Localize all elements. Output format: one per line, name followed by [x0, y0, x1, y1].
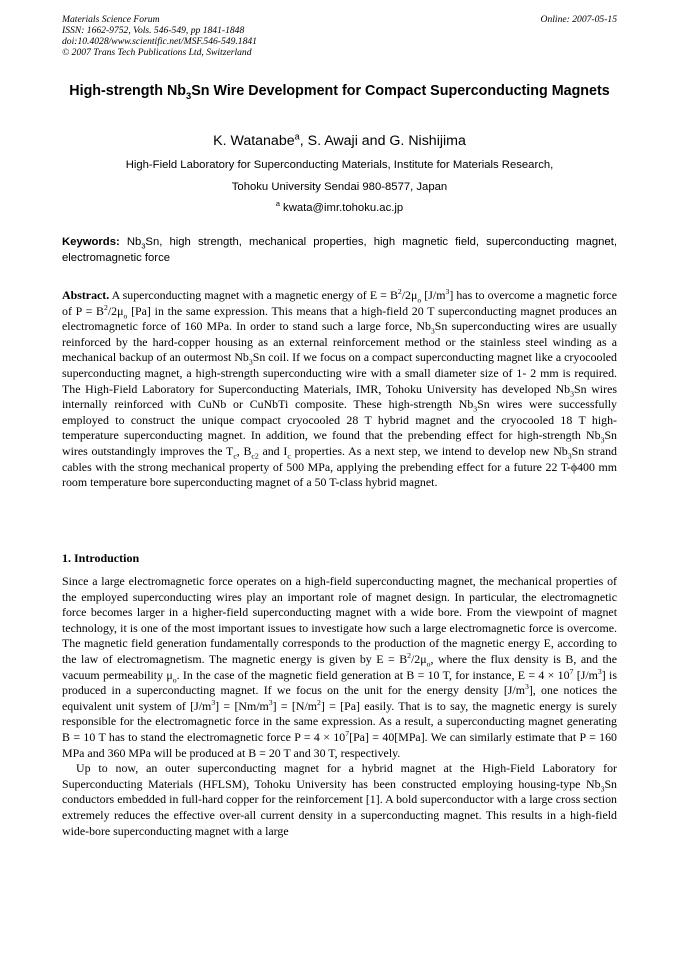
introduction-body — [62, 574, 617, 839]
online-date: Online: 2007-05-15 — [540, 14, 617, 25]
journal-header — [62, 15, 617, 59]
abstract: Abstract. A superconducting magnet with a magnetic energy of $E = B^2/2\mu_o$ $[J/m^3]$ has to overcome a magnetic force of $P = B^2/2\mu_o$ [Pa] in the same expression. This means that a high-field 20 T superconducting magnet produces an electromagnetic force of 160 MPa. In order to stand such a large force, $Nb_3Sn$ superconducting wires are usually reinforced by the hard-copper housing as an external reinforcement method or the stainless steel winding as a mechanical backup of an outermost $Nb_3Sn$ coil. If we focus on a compact superconducting magnet like a cryocooled superconducting magnet, a high-strength superconducting wire with a small diameter size of 1- 2 mm is required. The High-Field Laboratory for Superconducting Materials, IMR, Tohoku University has developed $Nb_3Sn$ wires internally reinforced with CuNb or CuNbTi composite. These high-strength $Nb_3Sn$ wires were successfully employed to construct the unique compact cryocooled 28 T hybrid magnet and the cryocooled 18 T high-temperature superconducting magnet. In addition, we found that the prebending effect for high-strength $Nb_3Sn$ wires outstandingly improves the $T_c$, $B_{c2}$ and $I_c$ properties. As a next step, we intend to develop new $Nb_3Sn$ strand cables with the strong mechanical property of 500 MPa, applying the prebending effect for a future 22 T-ϕ400 mm room temperature bore superconducting magnet of a 50 T-class hybrid magnet. — [62, 287, 617, 490]
doi-line: doi:10.4028/www.scientific.net/MSF.546-549.1841 — [62, 35, 257, 47]
author-email: $^a$ kwata@imr.tohoku.ac.jp — [275, 199, 404, 214]
issn-line: ISSN: 1662-9752, Vols. 546-549, pp 1841-1848 — [62, 24, 245, 36]
keywords: Keywords: $Nb_3Sn$, high strength, mechanical properties, high magnetic field, superconducting magnet, electromagnetic force — [62, 236, 617, 264]
journal-name: Materials Science Forum — [62, 14, 160, 25]
affiliation-line-2: Tohoku University Sendai 980-8577, Japan — [231, 181, 448, 193]
keywords-label: Keywords: — [62, 236, 120, 248]
affiliation-line-1: High-Field Laboratory for Superconducting Materials, Institute for Materials Research, — [125, 159, 554, 171]
author-list: K. Watanabe$^a$, S. Awaji and G. Nishijima — [213, 131, 466, 149]
section-heading-introduction: 1. Introduction — [62, 551, 140, 565]
intro-paragraph-2: Up to now, an outer superconducting magnet for a hybrid magnet at the High-Field Laboratory for Superconducting Materials (HFLSM), Tohoku University has been constructed employing housing-type $Nb_3Sn$ conductors embedded in full-hard copper for the reinforcement [1]. A bold superconductor with a large cross section extremely reduces the effective over-all current density in a superconducting magnet. This results in a high-field wide-bore superconducting magnet with a large — [62, 761, 617, 838]
paper-title: High-strength $Nb_3Sn$ Wire Development for Compact Superconducting Magnets — [69, 83, 610, 101]
abstract-label: Abstract. — [62, 288, 110, 302]
intro-paragraph-1: Since a large electromagnetic force operates on a high-field superconducting magnet, the mechanical properties of the employed superconducting wires play an important role of magnet design. In particular, the electromagnetic force becomes larger in a higher-field superconducting magnet with a wide bore. From the viewpoint of magnet technology, it is one of the most important issues to investigate how such a large electromagnetic force is overcome. The magnetic field generation fundamentally corresponds to the production of the magnetic energy E, according to the law of electromagnetism. The magnetic energy is given by $E = B^2/2\mu_o$, where the flux density is B, and the vacuum permeability $\mu_o$. In the case of the magnetic field generation at B = 10 T, for instance, $E = 4 \times 10^7$ $[J/m^3]$ is produced in a superconducting magnet. If we focus on the unit for the energy density $[J/m^3]$, one notices the equivalent unit system of $[J/m^3] = [Nm/m^3] = [N/m^2] = [Pa]$ easily. That is to say, the magnetic energy is surely responsible for the electromagnetic force in the same expression. As a result, a superconducting magnet generating B = 10 T has to stand the electromagnetic force $P = 4 \times 10^7[Pa] = 40[MPa]$. We can similarly estimate that P = 160 MPa and 360 MPa will be produced at B = 20 T and 30 T, respectively. — [62, 574, 617, 760]
copyright-line: © 2007 Trans Tech Publications Ltd, Switzerland — [62, 46, 252, 58]
